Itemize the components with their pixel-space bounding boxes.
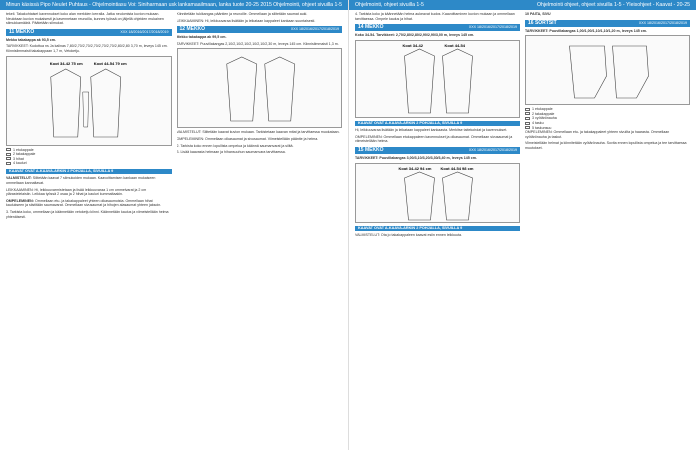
chart-label-2: Koot 44-54 79 cm [93,60,127,66]
legend-swatch [525,112,530,115]
item14-title-bar [355,24,520,31]
right-page [348,0,696,450]
right-sew-text: OMPELEMINEN: Ommellaan etukappaleen kavennukset ja olkasaumat. Ommellaan sivusaumat ja viimeistellään helma. [355,134,513,144]
col2-text-1: Kiinnitetään tukikangas pääntien ja reunoille. Ommellaan ja silitetään saumat auki. [176,12,308,16]
item11-title-bar [6,29,172,36]
chart3-label-2: Koot 44-54 98 cm [440,165,474,171]
legend-swatch [525,122,530,125]
left-header-title: Minun käsissä Pipo Neulet Puhtaus - Ohjelmointiasu Voi: Siniharmaan usk lankamaailmaan, lanka tuote 20-25 2015 [6,2,272,8]
left-column-1 [6,12,172,444]
legend-item: 5 taskunsuu [525,126,690,131]
item16-title-bar [525,20,690,27]
legend-swatch [6,162,11,165]
pattern-diagram-16 [525,35,690,105]
legend-item: 1 etukappale [525,107,690,112]
item15-code: XXX 18/2016/2017/2018/2019 [468,148,517,153]
item16-code: XXX 18/2016/2017/2018/2019 [638,20,687,25]
chart2-label-2: Koot 44-54 [444,42,465,48]
left-column-2 [177,12,343,444]
chart2-label-1: Koot 34-42 [402,42,423,48]
prep-text: Silitetään kaavat 7 silmukoiden mukaan. Kaavoittamisen kankaan mukaiseen ommeltaan kannaltavat. [6,176,156,186]
legend-item: 3 vyötärönauha [525,116,690,121]
legend-swatch [525,126,530,129]
col2-text-4: OMPELEMINEN: Ommellaan olkasaumat ja sivusaumat. Viimeistellään pääntie ja helma. [176,136,319,141]
item16-sew-text: OMPELEMINEN: Ommellaan etu- ja takakappaleet yhteen sivuilta ja haarasta. Ommellaan vyötärönauha ja taskut. [525,130,670,139]
pattern-svg-16 [526,36,689,106]
item11-title: 11 MEKKO [9,28,35,35]
left-header [0,0,348,10]
chart3-label-1: Koot 34-42 94 cm [398,165,432,171]
pattern-diagram-14 [355,40,520,118]
item11-sizes: TARVIKKEET: Kudottua ns Ja kalinas 7,80/2,70/2,70/2,70/2,70/2,70/2,80/2,80 3,70 m, leveys 145 cm. Kiinnisilmmaisti takakappaan 1,7 m, Vetoketju. [6,44,168,53]
right-intro: 4. Tarkista koko ja käännetään helma aukeavat kudos. Kaavoittaminen kuvion mukaan ja ommellaan tarvittaessa. Ompele kaulus ja hihat. [355,12,515,21]
legend-item: 4 tasku [525,121,690,126]
right-prep-text: VALMISTELUT: Ota jo takakappaleen kaavat esiin ennen leikkuuta. [355,233,463,238]
legend-item: 2 takakappale [6,152,172,157]
legend-item: 1 etukappale [6,148,172,153]
right-header-right: Ohjelmointi ohjeet, ohjeet sivuilla 1-5 - Yleisohjeet - Kaavat - 20-25 [536,2,690,8]
item15-title: 15 MEKKO [358,147,384,154]
legend-item: 2 takakappale [525,112,690,117]
right-column-2 [525,12,690,444]
right-cut-text: Hi, leikkuuvaraa lisätään ja leikataan kappaleet kankaasta. Merkitse taitekohdat ja kavennukset. [355,128,508,133]
sewing-label: OMPELEMINEN: [6,198,34,203]
legend-list-2 [525,107,690,130]
legend-swatch [6,157,11,160]
item12-sub: Mekko takakappa ak 99,5 cm. [176,35,227,40]
pattern-svg-11 [7,57,171,147]
sewing-text-2: 3. Tarkista koko, ommellaan ja käännetään vetoketju kiinni. Käännetään kaulus ja viimeistellään helma yhtenäisesti. [6,210,169,219]
pattern-diagram-12 [177,48,343,128]
legend-item: 3 hihat [6,157,172,162]
item14-title: 14 MEKKO [358,24,384,31]
cutting-text: LEIKKAAMINEN: Hi, leikkuuvarmistetaan ja lisää leikkuuvaraa 1 cm ommelvarat ja 2 cm ylärastelelaisiin. Leikkaa työssä 2 osaa ja 2 hihat ja kauluri kummaltaakin. [6,187,147,197]
piece-section-title-2: KAAVAT OVAT A-KAAVA-ARKIN 2 POHJALLA, SIVUILLA 9 [355,121,520,127]
item12-title-bar [177,26,343,33]
legend-swatch [525,108,530,111]
item12-title: 12 MEKKO [179,26,206,33]
right-column-1 [355,12,520,444]
cut-label: VALMISTELUT: [6,176,32,181]
chart-label-1: Koot 34-42 75 cm [49,60,83,66]
pattern-svg-14 [356,41,519,119]
piece-section-title-3: KAAVAT OVAT A-KAAVA-ARKIN 2 POHJALLA, SIVUILLA 9 [355,226,520,232]
pattern-svg-15 [356,164,519,224]
item12-code: XXX 18/2016/2017/2018/2019 [290,27,339,32]
right-header-title: Ohjelmointi, ohjeet sivuilla 1-5 [355,2,424,8]
col2-text-3: VALMISTELUT: Silitetään kaavat kuvion mukaan. Tarkistetaan kaavan mitat ja tarvittaessa muokataan. [176,130,340,135]
col2-text-2: LEIKKAAMINEN: Hi, leikkuuvaraa lisätään ja leikataan kappaleet kankaan suuntaisesti. [176,18,316,23]
legend-swatch [6,148,11,151]
legend-swatch [525,117,530,120]
right-col2-title: 10 PAITA, SIVU [525,12,551,16]
intro-text: tekeli. Takakohtaiset kavennukset koko alan merkkien kerralla. Jatka neulomista kuvion mukaan. Neulotaan kuvion mukaisesti ja kavennetaan reunoilla, kunnes työssä on jäljellä ohjeiden mukainen silmukkamäärä. Päätetään silmukat. [6,12,164,26]
legend-list [6,148,172,166]
legend-item: 4 kauluri [6,161,172,166]
right-header [349,0,696,10]
item14-code: XXX 18/2016/2017/2018/2019 [468,25,517,30]
sewing-text: Ommellaan etu- ja takakappaleet yhteen olkasaumoista. Ommellaan hihat kaulukseen ja siistitään saumavarat. Ommellaan sivusaumat ja hihojen alasaumat yhteen jaksoin. [6,198,162,208]
item14-sub: Koko 34-54. Tarvikkeet: 2,70/2,80/2,80/2,90/2,90/3,00 m, leveys 145 cm. [355,33,475,38]
item16-title: 16 SORTSIT [528,19,557,26]
pattern-svg-12 [178,49,342,129]
item12-sizes: TARVIKKEET: Puuvillakangas 2,10/2,10/2,10/2,10/2,10/2,30 m, leveys 145 cm. Kiinnisilmmaisti 1,3 m. [176,41,339,46]
item11-code: XXX 18/2016/2017/2018/2019 [120,29,169,34]
legend-swatch [6,153,11,156]
left-header-right: Ohjelmointi, ohjeet sivuilla 1-5 [273,2,342,8]
item15-title-bar [355,147,520,154]
item16-sub: TARVIKKEET: Puuvillakangas 1,00/1,00/1,10/1,10/1,20 m, leveys 145 cm. [525,28,647,33]
item16-sew-text-2: Viimeistellään helmat ja kiinnitetään vyötärönauha. Sovita ennen lopullista ompelua ja tee tarvittaessa muutokset. [525,141,687,150]
piece-section-title: KAAVAT OVAT A-KAAVA-ARKIN 2 POHJALLA, SIVUILLA 9 [6,169,172,175]
col2-text-6: 3. Lisää kaavasta helmaan ja hihansuuhun saumanvara tarvittaessa. [176,150,286,155]
item15-sub: TARVIKKEET: Puuvillakangas 3,00/3,10/3,20/3,30/3,40 m, leveys 145 cm. [355,156,477,161]
pattern-diagram-11 [6,56,172,146]
col2-text-5: 2. Tarkista koko ennen lopullista ompelua ja käännä saumanvarat ja silitä. [176,143,294,148]
pattern-diagram-15 [355,163,520,223]
item11-size-title: Mekko takakappa ak 93,5 cm. [6,37,56,42]
